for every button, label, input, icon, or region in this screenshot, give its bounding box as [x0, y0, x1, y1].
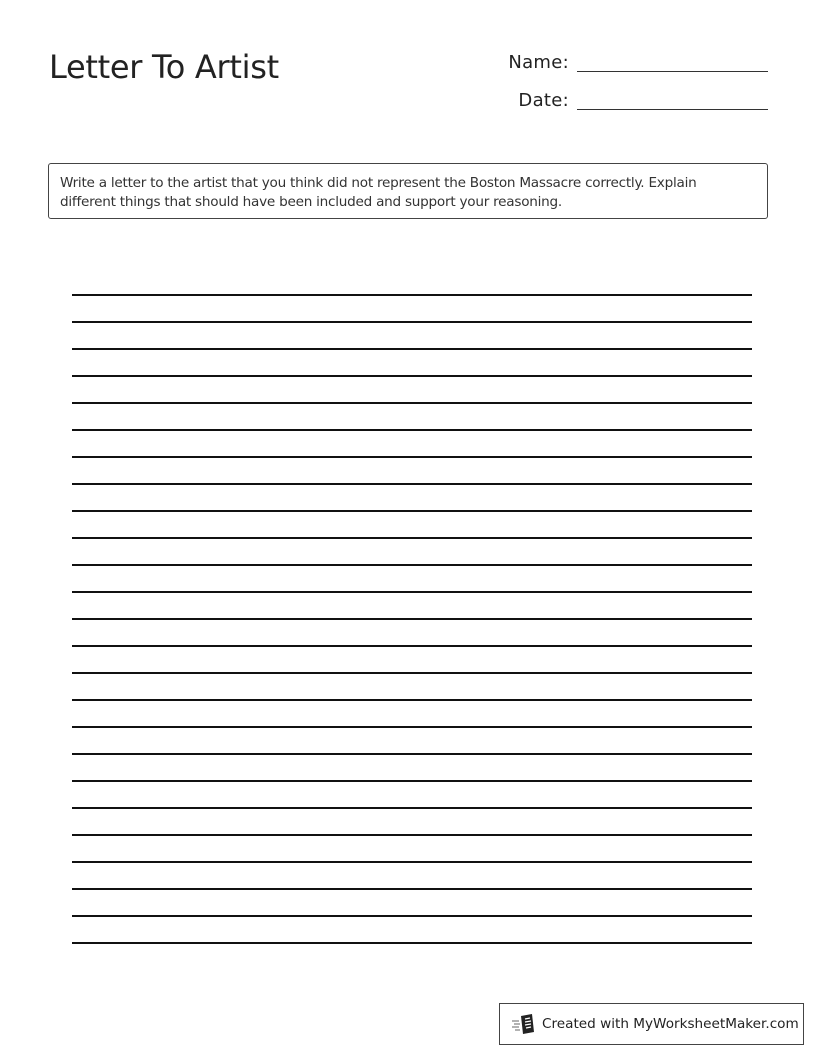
writing-line[interactable]: [72, 456, 752, 483]
writing-lines[interactable]: [72, 294, 752, 969]
writing-line[interactable]: [72, 834, 752, 861]
date-field[interactable]: [518, 90, 768, 112]
writing-line[interactable]: [72, 537, 752, 564]
writing-line[interactable]: [72, 888, 752, 915]
name-label: Name:: [508, 52, 569, 73]
writing-line[interactable]: [72, 510, 752, 537]
writing-line[interactable]: [72, 942, 752, 969]
writing-line[interactable]: [72, 645, 752, 672]
writing-line[interactable]: [72, 699, 752, 726]
page-title: Letter To Artist: [49, 48, 279, 86]
footer-credit: [499, 1003, 804, 1045]
writing-line[interactable]: [72, 780, 752, 807]
name-field[interactable]: [508, 52, 768, 74]
worksheet-maker-logo-icon: [512, 1013, 536, 1035]
writing-line[interactable]: [72, 618, 752, 645]
writing-line[interactable]: [72, 564, 752, 591]
date-label: Date:: [518, 90, 569, 111]
writing-line[interactable]: [72, 483, 752, 510]
writing-line[interactable]: [72, 321, 752, 348]
name-input-line[interactable]: [577, 71, 768, 72]
writing-line[interactable]: [72, 753, 752, 780]
writing-line[interactable]: [72, 348, 752, 375]
writing-line[interactable]: [72, 591, 752, 618]
footer-text: Created with MyWorksheetMaker.com: [542, 1016, 799, 1032]
writing-line[interactable]: [72, 294, 752, 321]
writing-line[interactable]: [72, 726, 752, 753]
writing-line[interactable]: [72, 672, 752, 699]
instructions-box: Write a letter to the artist that you think did not represent the Boston Massacre correctly. Explain different things that should have been included and support your reasoning.: [48, 163, 768, 219]
writing-line[interactable]: [72, 429, 752, 456]
writing-line[interactable]: [72, 915, 752, 942]
date-input-line[interactable]: [577, 109, 768, 110]
writing-line[interactable]: [72, 861, 752, 888]
writing-line[interactable]: [72, 807, 752, 834]
writing-line[interactable]: [72, 402, 752, 429]
writing-line[interactable]: [72, 375, 752, 402]
